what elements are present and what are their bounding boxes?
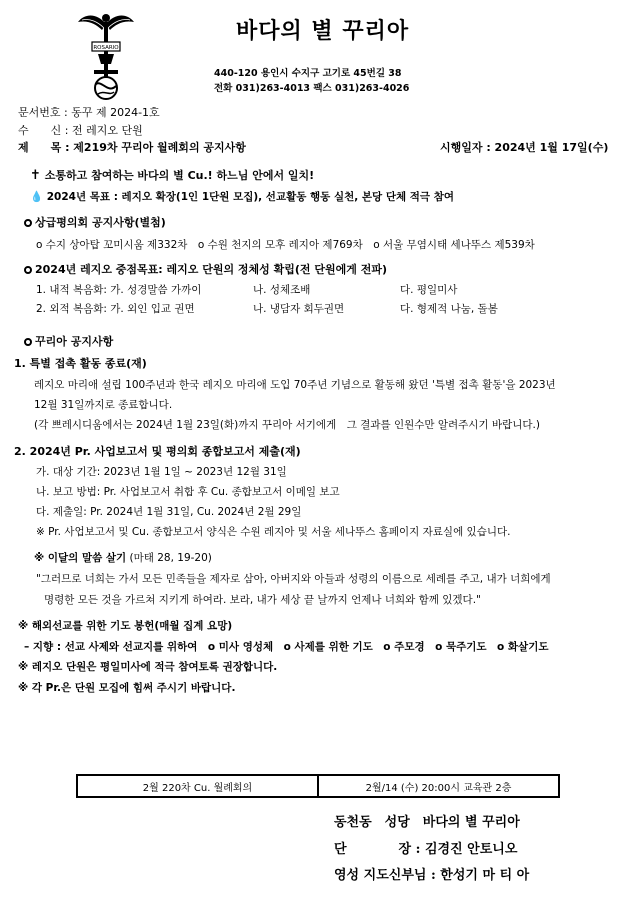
focus-row2-col3: 다. 형제적 나눔, 돌봄 [400,303,498,315]
circle-bullet-icon [24,219,32,227]
quote-line1: "그러므로 너희는 가서 모든 민족들을 제자로 삼아, 아버지와 아들과 성령의 이름으로 세례를 주고, 내가 너희에게 [36,573,551,585]
section2-note: ※ Pr. 사업보고서 및 Cu. 종합보고서 양식은 수원 레지아 및 서울 세나뚜스 홈페이지 자료실에 있습니다. [36,526,511,538]
focus-row1-col1: 1. 내적 복음화: 가. 성경말씀 가까이 [36,284,202,296]
circle-bullet-icon [24,266,32,274]
effective-date: 시행일자 : 2024년 1월 17일(수) [440,141,609,154]
focus-row2-col1: 2. 외적 복음화: 가. 외인 입교 권면 [36,303,195,315]
focus-row1-col2: 나. 성체조배 [253,284,311,296]
section1-para3: (각 쁘레시디움에서는 2024년 1월 23일(화)까지 꾸리아 서기에게 그 결과를 인원수만 알려주시기 바랍니다.) [34,419,540,431]
section1-title: 1. 특별 접촉 활동 종료(재) [14,357,147,370]
subject: 제 목 : 제219차 꾸리아 월례회의 공지사항 [18,141,246,154]
signature-president: 단 장 : 김경진 안토니오 [334,842,518,857]
circle-bullet-icon [24,338,32,346]
recruit-note: ※ 각 Pr.은 단원 모집에 힘써 주시기 바랍니다. [18,682,236,694]
upper-heading: 상급평의회 공지사항(별첨) [24,214,166,230]
intent-line: – 지향 : 선교 사제와 선교지를 위하여 o 미사 영성체 o 사제를 위한 기도 o 주모경 o 묵주기도 o 화살기도 [24,641,549,653]
section1-para2: 12월 31일까지로 종료합니다. [34,399,173,411]
address: 440-120 용인시 수지구 고기로 45번길 38 [214,68,402,79]
intro-line: ✝ 소통하고 참여하는 바다의 별 Cu.! 하느님 안에서 일치! [30,168,315,183]
next-meeting-when: 2월/14 (수) 20:00시 교육관 2층 [317,776,558,796]
focus-row2-col2: 나. 냉담자 회두권면 [253,303,345,315]
recipient: 수 신 : 전 레지오 단원 [18,124,143,137]
weekday-mass-note: ※ 레지오 단원은 평일미사에 적극 참여토록 권장합니다. [18,661,278,673]
section1-para1: 레지오 마리애 설립 100주년과 한국 레지오 마리애 도입 70주년 기념으로 활동해 왔던 '특별 접촉 활동'을 2023년 [34,379,556,391]
logo-text: ROSARIO [93,45,119,51]
section2-item-a: 가. 대상 기간: 2023년 1월 1일 ~ 2023년 12월 31일 [36,466,287,478]
legion-logo [78,8,134,100]
signature-church: 동천동 성당 바다의 별 꾸리아 [334,815,520,830]
word-of-month: ※ 이달의 말씀 살기 (마태 28, 19-20) [34,552,212,564]
contact-info: 전화 031)263-4013 팩스 031)263-4026 [214,83,410,94]
focus-heading: 2024년 레지오 중점목표: 레지오 단원의 정체성 확립(전 단원에게 전파) [24,261,387,277]
mission-note: ※ 해외선교를 위한 기도 봉헌(매월 집계 요망) [18,620,233,632]
page-title: 바다의 별 꾸리아 [236,19,410,44]
next-meeting-table [76,774,560,798]
curia-heading: 꾸리아 공지사항 [24,333,113,349]
cross-icon: ✝ [30,168,41,183]
signature-director: 영성 지도신부님 : 한성기 마 티 아 [334,868,530,883]
doc-number: 문서번호 : 동꾸 제 2024-1호 [18,106,160,119]
section2-item-c: 다. 제출일: Pr. 2024년 1월 31일, Cu. 2024년 2월 29일 [36,506,302,518]
quote-line2: 명령한 모든 것을 가르쳐 지키게 하여라. 보라, 내가 세상 끝 날까지 언제나 너희와 함께 있겠다." [44,594,481,606]
goal-line: 💧 2024년 목표 : 레지오 확장(1인 1단원 모집), 선교활동 행동 실천, 본당 단체 적극 참여 [30,191,455,203]
next-meeting-name: 2월 220차 Cu. 월례회의 [142,782,253,794]
upper-items: o 수지 상아탑 꼬미시움 제332차 o 수원 천지의 모후 레지아 제769차 o 서울 무염시태 세나뚜스 제539차 [36,239,535,251]
section2-title: 2. 2024년 Pr. 사업보고서 및 평의회 종합보고서 제출(재) [14,445,301,458]
section2-item-b: 나. 보고 방법: Pr. 사업보고서 취합 후 Cu. 종합보고서 이메일 보고 [36,486,340,498]
drop-icon: 💧 [30,191,44,203]
focus-row1-col3: 다. 평일미사 [400,284,458,296]
